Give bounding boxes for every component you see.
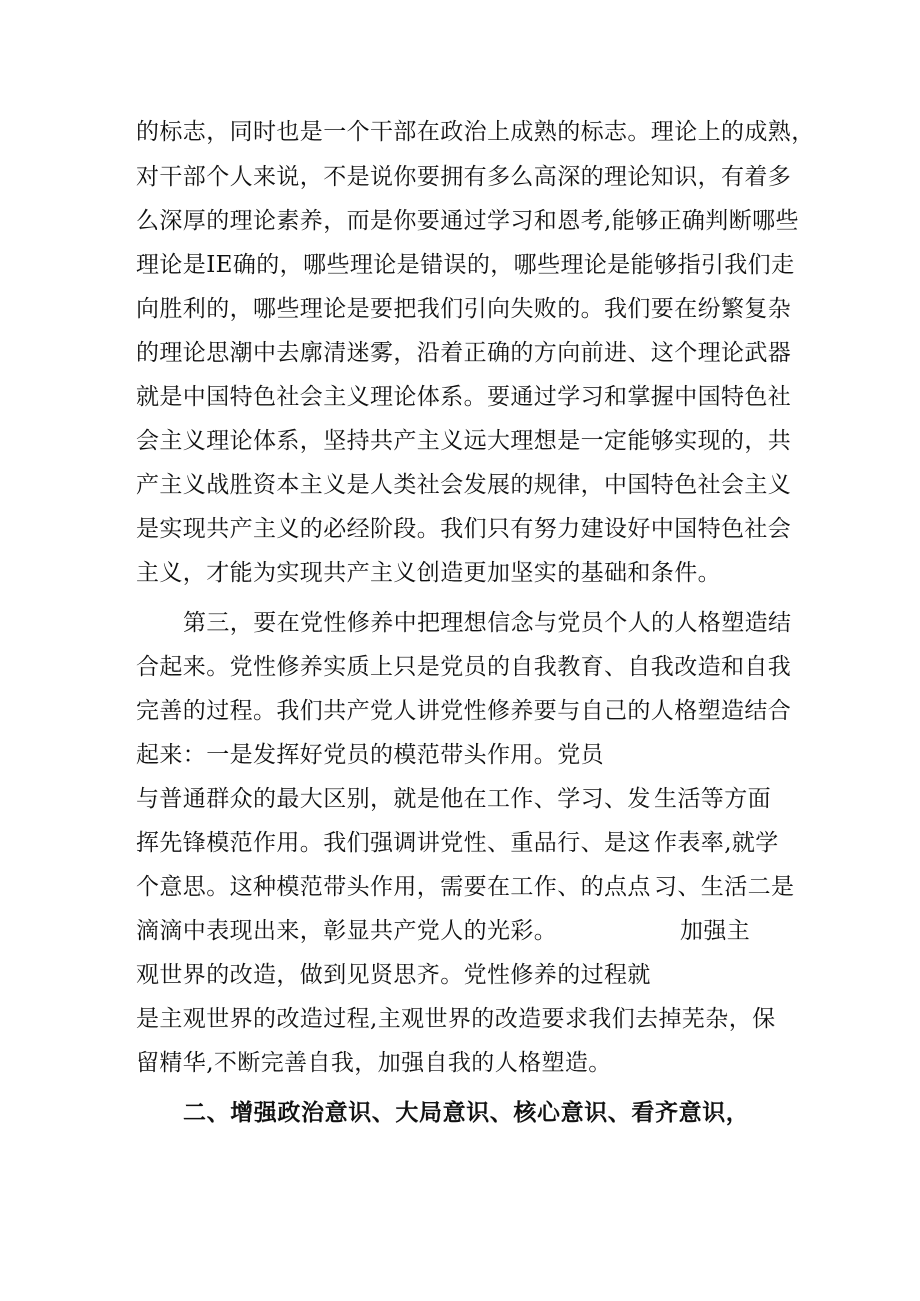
body-text-line: 主义，才能为实现共产主义创造更加坚实的基础和条件。: [136, 560, 721, 586]
body-text-line: 的理论思潮中去廓清迷雾，沿着正确的方向前进、这个理论武器: [136, 340, 792, 366]
split-right-line: 生活等方面: [654, 786, 771, 812]
body-text-line: 对干部个人来说，不是说你要拥有多么高深的理论知识，有着多: [136, 164, 792, 190]
body-text-line: 产主义战胜资本主义是人类社会发展的规律，中国特色社会主义: [136, 472, 792, 498]
body-text-line: 第三，要在党性修养中把理想信念与党员个人的人格塑造结: [183, 610, 792, 636]
split-left-line: 个意思。这种模范带头作用，需要在工作、的点点: [136, 874, 651, 900]
body-text-line: 的标志，同时也是一个干部在政治上成熟的标志。理论上的成熟，: [136, 119, 815, 145]
split-right-line: 习、生活二是: [654, 874, 795, 900]
body-text-line: 完善的过程。我们共产党人讲党性修养要与自己的人格塑造结合: [136, 698, 792, 724]
body-text-line: 是主观世界的改造过程,主观世界的改造要求我们去掉芜杂，保: [136, 1006, 776, 1032]
body-text-line: 是实现共产主义的必经阶段。我们只有努力建设好中国特色社会: [136, 516, 792, 542]
split-left-line: 挥先锋模范作用。我们强调讲党性、重品行、是这: [136, 830, 651, 856]
split-right-line: 作表率,就学: [654, 830, 779, 856]
body-text-line: 向胜利的，哪些理论是要把我们引向失败的。我们要在纷繁复杂: [136, 296, 792, 322]
section-heading: 二、增强政治意识、大局意识、核心意识、看齐意识，: [183, 1099, 750, 1126]
body-text-line: 观世界的改造，做到见贤思齐。党性修养的过程就: [136, 962, 651, 988]
body-text-line: 起来：一是发挥好党员的模范带头作用。党员: [136, 742, 604, 768]
split-left-line: 与普通群众的最大区别，就是他在工作、学习、发: [136, 786, 651, 812]
body-text-line: 合起来。党性修养实质上只是党员的自我教育、自我改造和自我: [136, 654, 792, 680]
split-left-line: 滴滴中表现出来，彰显共产党人的光彩。: [136, 918, 558, 944]
body-text-line: 留精华,不断完善自我，加强自我的人格塑造。: [136, 1050, 612, 1076]
body-text-line: 就是中国特色社会主义理论体系。要通过学习和掌握中国特色社: [136, 384, 792, 410]
split-right-line: 加强主: [680, 918, 751, 944]
body-text-line: 么深厚的理论素养，而是你要通过学习和恩考,能够正确判断哪些: [136, 208, 799, 234]
body-text-line: 会主义理论体系，坚持共产主义远大理想是一定能够实现的，共: [136, 428, 792, 454]
body-text-line: 理论是IE确的，哪些理论是错误的，哪些理论是能够指引我们走: [136, 252, 795, 278]
